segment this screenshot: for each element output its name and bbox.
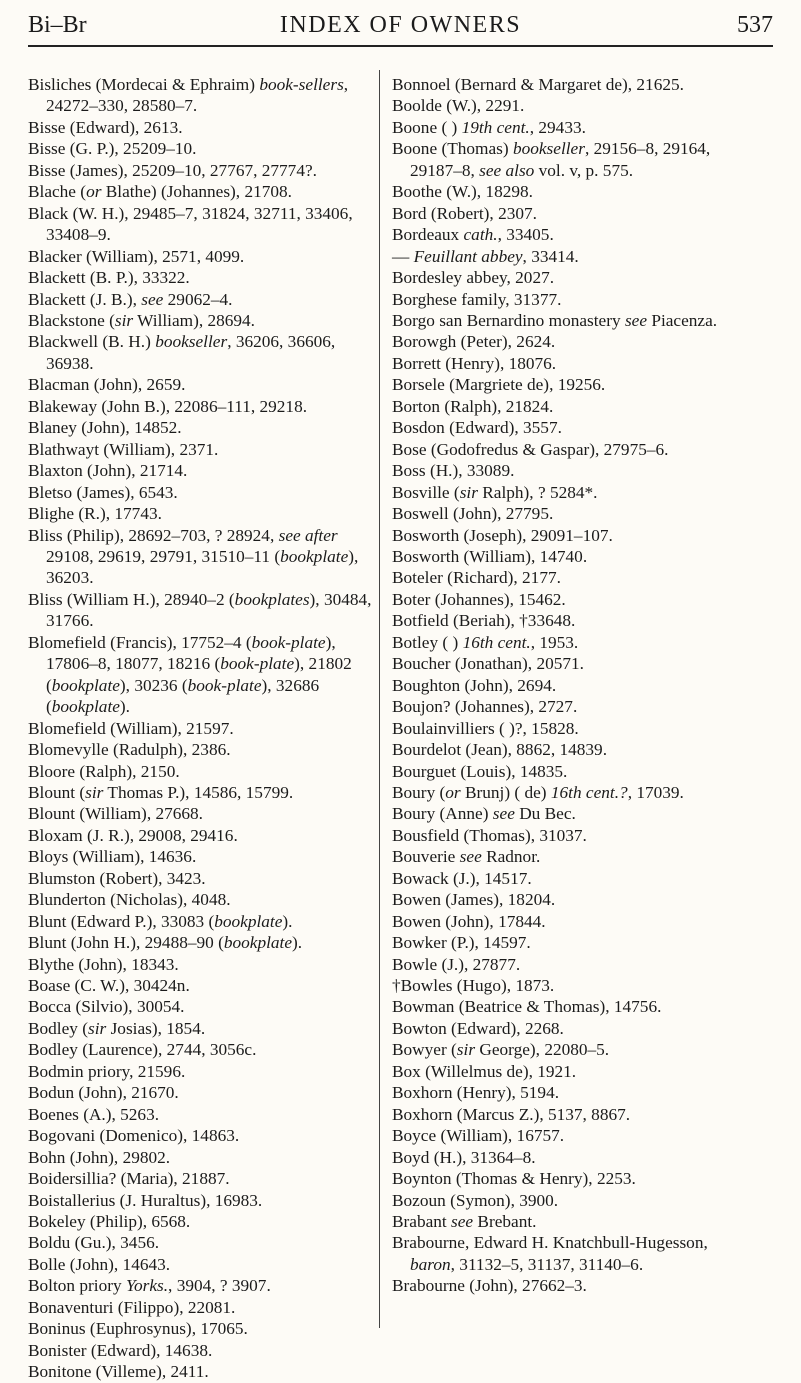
header-range: Bi–Br bbox=[28, 12, 87, 38]
index-entry bbox=[392, 589, 740, 610]
index-entry bbox=[392, 117, 740, 138]
index-entry bbox=[392, 310, 740, 331]
entry-text: ). bbox=[292, 933, 303, 953]
index-entry bbox=[28, 460, 376, 481]
header-title: INDEX OF OWNERS bbox=[279, 12, 522, 38]
entry-text: , 3904, ? 3907. bbox=[168, 1276, 271, 1296]
index-entry bbox=[392, 439, 740, 460]
entry-text: Bloxam (J. R.), 29008, 29416. bbox=[28, 825, 238, 845]
entry-text: vol. v, p. 575. bbox=[534, 160, 634, 180]
index-entry bbox=[392, 675, 740, 696]
entry-text: Yorks. bbox=[125, 1276, 169, 1296]
entry-text: ), 17806–8, 18077, 18216 ( bbox=[46, 632, 336, 674]
entry-text: , 29156–8, 29164, 29187–8, bbox=[410, 139, 711, 180]
index-entry bbox=[392, 932, 740, 953]
entry-text: bookplate bbox=[51, 697, 120, 717]
index-entry bbox=[28, 1039, 376, 1060]
entry-text: Bowle (J.), 27877. bbox=[392, 954, 521, 974]
entry-text: Boteler (Richard), 2177. bbox=[392, 568, 561, 588]
index-entry bbox=[28, 846, 376, 867]
entry-text: bookseller bbox=[512, 139, 585, 159]
entry-text: Blythe (John), 18343. bbox=[28, 954, 179, 974]
entry-text: Bowen (James), 18204. bbox=[392, 890, 556, 910]
entry-text: †Bowles (Hugo), 1873. bbox=[392, 976, 555, 996]
entry-text: Boucher (Jonathan), 20571. bbox=[392, 654, 584, 674]
page-number: 537 bbox=[737, 12, 773, 38]
entry-text: ). bbox=[282, 911, 293, 931]
entry-text: Bourdelot (Jean), 8862, 14839. bbox=[392, 740, 608, 760]
index-entry bbox=[392, 1125, 740, 1146]
entry-text: bookseller bbox=[155, 332, 228, 352]
entry-text: 16th cent. bbox=[462, 632, 531, 652]
entry-text: Boss (H.), 33089. bbox=[392, 461, 515, 481]
entry-text: Bousfield (Thomas), 31037. bbox=[392, 825, 587, 845]
index-entry bbox=[392, 567, 740, 588]
entry-text: Blaxton (John), 21714. bbox=[28, 461, 188, 481]
entry-text: Blomevylle (Radulph), 2386. bbox=[28, 740, 231, 760]
index-entry bbox=[392, 460, 740, 481]
entry-text: Blackett (B. P.), 33322. bbox=[28, 268, 190, 288]
entry-text: Boothe (W.), 18298. bbox=[392, 182, 533, 202]
entry-text: Bloore (Ralph), 2150. bbox=[28, 761, 180, 781]
entry-text: Boury ( bbox=[392, 782, 446, 802]
index-entry bbox=[392, 846, 740, 867]
entry-text: Bolle (John), 14643. bbox=[28, 1254, 171, 1274]
entry-text: , 1953. bbox=[530, 632, 579, 652]
entry-text: , 33414. bbox=[522, 246, 579, 266]
index-entry bbox=[392, 761, 740, 782]
index-entry bbox=[392, 739, 740, 760]
entry-text: Bogovani (Domenico), 14863. bbox=[28, 1126, 240, 1146]
entry-text: Bowyer ( bbox=[392, 1040, 457, 1060]
entry-text: ), 36203. bbox=[46, 546, 359, 588]
index-entry bbox=[392, 1147, 740, 1168]
index-entry bbox=[392, 224, 740, 245]
entry-text: , 29433. bbox=[529, 117, 586, 137]
index-entry bbox=[28, 1232, 376, 1253]
entry-text: Brabourne (John), 27662–3. bbox=[392, 1276, 587, 1296]
entry-text: Bisse (Edward), 2613. bbox=[28, 117, 183, 137]
entry-text: sir bbox=[88, 1018, 107, 1038]
entry-text: William), 28694. bbox=[133, 310, 256, 330]
running-header bbox=[28, 10, 773, 40]
index-entry bbox=[28, 1147, 376, 1168]
entry-text: book-sellers bbox=[259, 75, 344, 94]
index-entry bbox=[28, 782, 376, 803]
index-entry bbox=[392, 95, 740, 116]
entry-text: Blackstone ( bbox=[28, 310, 115, 330]
index-entry bbox=[392, 546, 740, 567]
entry-text: Blomefield (William), 21597. bbox=[28, 718, 234, 738]
entry-text: Radnor. bbox=[481, 847, 541, 867]
index-entry bbox=[28, 803, 376, 824]
index-entry bbox=[392, 632, 740, 653]
entry-text: book-plate bbox=[251, 632, 326, 652]
entry-text: Borsele (Margriete de), 19256. bbox=[392, 375, 606, 395]
index-entry bbox=[392, 74, 740, 95]
entry-text: Boistallerius (J. Huraltus), 16983. bbox=[28, 1190, 263, 1210]
entry-text: Josias), 1854. bbox=[106, 1018, 206, 1038]
entry-text: Bozoun (Symon), 3900. bbox=[392, 1190, 559, 1210]
index-entry bbox=[392, 396, 740, 417]
entry-text: Ralph), ? 5284*. bbox=[477, 482, 598, 502]
entry-text: Boone (Thomas) bbox=[392, 139, 513, 159]
entry-text: Bolton priory bbox=[28, 1276, 126, 1296]
index-entry bbox=[392, 911, 740, 932]
entry-text: Blache ( bbox=[28, 182, 87, 202]
index-entry bbox=[28, 589, 376, 632]
index-entry bbox=[28, 868, 376, 889]
index-entry bbox=[28, 396, 376, 417]
entry-text: Borgo san Bernardino monastery bbox=[392, 310, 625, 330]
entry-text: Bowack (J.), 14517. bbox=[392, 868, 532, 888]
index-entry bbox=[392, 267, 740, 288]
index-entry bbox=[392, 1168, 740, 1189]
entry-text: Boxhorn (Henry), 5194. bbox=[392, 1083, 560, 1103]
entry-text: see bbox=[624, 310, 648, 330]
entry-text: , 31132–5, 31137, 31140–6. bbox=[450, 1254, 644, 1274]
index-entry bbox=[392, 289, 740, 310]
index-entry bbox=[28, 1018, 376, 1039]
right-column bbox=[392, 74, 740, 1297]
index-entry bbox=[28, 718, 376, 739]
entry-text: Brabant bbox=[392, 1212, 452, 1232]
index-entry bbox=[28, 331, 376, 374]
index-entry bbox=[28, 889, 376, 910]
index-entry bbox=[392, 1211, 740, 1232]
entry-text: Borton (Ralph), 21824. bbox=[392, 396, 554, 416]
left-column bbox=[28, 74, 376, 1383]
index-entry bbox=[28, 439, 376, 460]
index-entry bbox=[392, 1190, 740, 1211]
entry-text: Boidersillia? (Maria), 21887. bbox=[28, 1169, 230, 1189]
entry-text: Bowman (Beatrice & Thomas), 14756. bbox=[392, 997, 662, 1017]
index-entry bbox=[392, 417, 740, 438]
entry-text: Boninus (Euphrosynus), 17065. bbox=[28, 1319, 248, 1339]
index-entry bbox=[28, 1275, 376, 1296]
index-entry bbox=[392, 954, 740, 975]
index-entry bbox=[392, 203, 740, 224]
entry-text: Bodley (Laurence), 2744, 3056c. bbox=[28, 1040, 257, 1060]
index-entry bbox=[392, 1104, 740, 1125]
index-entry bbox=[28, 1104, 376, 1125]
entry-text: Botfield (Beriah), †33648. bbox=[392, 611, 576, 631]
index-entry bbox=[28, 1340, 376, 1361]
entry-text: see bbox=[459, 847, 482, 867]
entry-text: see after bbox=[278, 525, 338, 545]
index-entry bbox=[28, 310, 376, 331]
entry-text: bookplates bbox=[234, 589, 310, 609]
index-entry bbox=[28, 1190, 376, 1211]
entry-text: baron bbox=[410, 1254, 451, 1274]
entry-text: Brebant. bbox=[473, 1212, 537, 1232]
entry-text: Botley ( ) bbox=[392, 632, 463, 652]
index-entry bbox=[28, 1254, 376, 1275]
entry-text: Blunt (Edward P.), 33083 ( bbox=[28, 911, 215, 931]
index-entry bbox=[392, 1275, 740, 1296]
entry-text: Bocca (Silvio), 30054. bbox=[28, 997, 185, 1017]
index-entry bbox=[28, 1318, 376, 1339]
entry-text: Boldu (Gu.), 3456. bbox=[28, 1233, 160, 1253]
index-entry bbox=[28, 761, 376, 782]
index-entry bbox=[28, 138, 376, 159]
entry-text: Boujon? (Johannes), 2727. bbox=[392, 697, 578, 717]
entry-text: George), 22080–5. bbox=[475, 1040, 610, 1060]
entry-text: sir bbox=[85, 782, 104, 802]
entry-text: Blakeway (John B.), 22086–111, 29218. bbox=[28, 396, 308, 416]
index-entry bbox=[392, 696, 740, 717]
index-entry bbox=[28, 632, 376, 718]
entry-text: Borghese family, 31377. bbox=[392, 289, 562, 309]
entry-text: Boase (C. W.), 30424n. bbox=[28, 976, 190, 996]
entry-text: Bose (Godofredus & Gaspar), 27975–6. bbox=[392, 439, 669, 459]
entry-text: Bletso (James), 6543. bbox=[28, 482, 178, 502]
index-entry bbox=[392, 482, 740, 503]
index-entry bbox=[28, 503, 376, 524]
entry-text: — bbox=[392, 246, 414, 266]
index-entry bbox=[392, 868, 740, 889]
entry-text: see also bbox=[479, 160, 535, 180]
index-entry bbox=[392, 996, 740, 1017]
entry-text: Bokeley (Philip), 6568. bbox=[28, 1212, 191, 1232]
entry-text: Bowker (P.), 14597. bbox=[392, 933, 531, 953]
index-entry bbox=[392, 889, 740, 910]
entry-text: Bonitone (Villeme), 2411. bbox=[28, 1362, 209, 1382]
index-entry bbox=[28, 1211, 376, 1232]
entry-text: bookplate bbox=[280, 546, 349, 566]
entry-text: ), 30236 ( bbox=[119, 675, 188, 695]
index-entry bbox=[392, 246, 740, 267]
index-entry bbox=[28, 1168, 376, 1189]
index-entry bbox=[28, 160, 376, 181]
entry-text: Boulainvilliers ( )?, 15828. bbox=[392, 718, 579, 738]
entry-text: Brabourne, Edward H. Knatchbull-Hugesson, bbox=[392, 1233, 708, 1253]
entry-text: , 36206, 36606, 36938. bbox=[46, 332, 336, 373]
index-entry bbox=[392, 503, 740, 524]
index-entry bbox=[28, 117, 376, 138]
entry-text: , 33405. bbox=[497, 225, 554, 245]
entry-text: Feuillant abbey bbox=[413, 246, 523, 266]
entry-text: Bourguet (Louis), 14835. bbox=[392, 761, 568, 781]
index-entry bbox=[28, 289, 376, 310]
entry-text: Bosdon (Edward), 3557. bbox=[392, 418, 562, 438]
entry-text: Bordeaux bbox=[392, 225, 464, 245]
entry-text: Bosworth (William), 14740. bbox=[392, 546, 588, 566]
entry-text: Bisliches (Mordecai & Ephraim) bbox=[28, 75, 260, 94]
entry-text: Borrett (Henry), 18076. bbox=[392, 353, 557, 373]
entry-text: Boughton (John), 2694. bbox=[392, 675, 557, 695]
entry-text: bookplate bbox=[214, 911, 283, 931]
index-entry bbox=[392, 1039, 740, 1060]
entry-text: Bosworth (Joseph), 29091–107. bbox=[392, 525, 613, 545]
entry-text: Bloys (William), 14636. bbox=[28, 847, 197, 867]
index-entry bbox=[28, 1082, 376, 1103]
index-entry bbox=[392, 653, 740, 674]
index-entry bbox=[392, 353, 740, 374]
entry-text: Bosville ( bbox=[392, 482, 460, 502]
index-entry bbox=[28, 825, 376, 846]
index-entry bbox=[392, 1018, 740, 1039]
entry-text: Piacenza. bbox=[647, 310, 718, 330]
index-entry bbox=[392, 825, 740, 846]
index-entry bbox=[28, 74, 376, 117]
entry-text: Bliss (Philip), 28692–703, ? 28924, bbox=[28, 525, 279, 545]
index-entry bbox=[392, 374, 740, 395]
index-entry bbox=[28, 1297, 376, 1318]
entry-text: Boolde (W.), 2291. bbox=[392, 96, 525, 116]
entry-text: Bonaventuri (Filippo), 22081. bbox=[28, 1297, 236, 1317]
index-entry bbox=[28, 1061, 376, 1082]
index-entry bbox=[392, 331, 740, 352]
entry-text: Boter (Johannes), 15462. bbox=[392, 589, 566, 609]
entry-text: 29108, 29619, 29791, 31510–11 ( bbox=[46, 546, 281, 566]
entry-text: Blount ( bbox=[28, 782, 86, 802]
entry-text: Blathwayt (William), 2371. bbox=[28, 439, 219, 459]
index-entry bbox=[392, 718, 740, 739]
entry-text: Blacker (William), 2571, 4099. bbox=[28, 246, 245, 266]
index-entry bbox=[28, 1125, 376, 1146]
entry-text: Box (Willelmus de), 1921. bbox=[392, 1061, 577, 1081]
entry-text: Brunj) ( de) bbox=[460, 782, 551, 802]
index-entry bbox=[28, 267, 376, 288]
entry-text: ), 21802 ( bbox=[46, 654, 352, 695]
entry-text: ), 32686 ( bbox=[46, 675, 320, 717]
index-entry bbox=[28, 181, 376, 202]
index-entry bbox=[392, 525, 740, 546]
entry-text: cath. bbox=[463, 225, 498, 245]
entry-text: see bbox=[451, 1212, 474, 1232]
entry-text: Blomefield (Francis), 17752–4 ( bbox=[28, 632, 252, 652]
entry-text: Bohn (John), 29802. bbox=[28, 1147, 171, 1167]
entry-text: Black (W. H.), 29485–7, 31824, 32711, 33406, 33408–9. bbox=[28, 203, 353, 245]
entry-text: bookplate bbox=[223, 933, 293, 953]
entry-text: or bbox=[445, 782, 461, 802]
entry-text: Bowton (Edward), 2268. bbox=[392, 1018, 564, 1038]
entry-text: Blumston (Robert), 3423. bbox=[28, 868, 206, 888]
entry-text: Bisse (James), 25209–10, 27767, 27774?. bbox=[28, 160, 317, 180]
index-entry bbox=[392, 782, 740, 803]
entry-text: Boury (Anne) bbox=[392, 804, 493, 824]
index-entry bbox=[28, 482, 376, 503]
entry-text: Bouverie bbox=[392, 847, 460, 867]
index-entry bbox=[392, 1232, 740, 1275]
index-entry bbox=[392, 1082, 740, 1103]
entry-text: Blaney (John), 14852. bbox=[28, 418, 182, 438]
entry-text: Bordesley abbey, 2027. bbox=[392, 268, 555, 288]
index-entry bbox=[28, 954, 376, 975]
entry-text: Bisse (G. P.), 25209–10. bbox=[28, 139, 197, 159]
entry-text: Bodmin priory, 21596. bbox=[28, 1061, 186, 1081]
entry-text: see bbox=[141, 289, 164, 309]
entry-text: bookplate bbox=[51, 675, 120, 695]
index-entry bbox=[392, 610, 740, 631]
entry-text: Bord (Robert), 2307. bbox=[392, 203, 537, 223]
header-rule bbox=[28, 45, 773, 47]
entry-text: , 24272–330, 28580–7. bbox=[46, 75, 349, 116]
entry-text: ), 30484, 31766. bbox=[46, 589, 372, 631]
index-entry bbox=[28, 996, 376, 1017]
entry-text: sir bbox=[459, 482, 478, 502]
entry-text: Blackwell (B. H.) bbox=[28, 332, 156, 352]
index-entry bbox=[28, 525, 376, 589]
entry-text: Boynton (Thomas & Henry), 2253. bbox=[392, 1169, 636, 1189]
index-entry bbox=[28, 374, 376, 395]
entry-text: see bbox=[492, 804, 515, 824]
entry-text: sir bbox=[114, 310, 134, 330]
entry-text: Boenes (A.), 5263. bbox=[28, 1104, 160, 1124]
entry-text: Bonister (Edward), 14638. bbox=[28, 1340, 213, 1360]
entry-text: Bliss (William H.), 28940–2 ( bbox=[28, 589, 235, 609]
entry-text: Blighe (R.), 17743. bbox=[28, 504, 162, 524]
entry-text: Thomas P.), 14586, 15799. bbox=[103, 782, 294, 802]
entry-text: Blacman (John), 2659. bbox=[28, 375, 186, 395]
entry-text: Bodun (John), 21670. bbox=[28, 1083, 179, 1103]
entry-text: 16th cent.? bbox=[550, 782, 628, 802]
index-entry bbox=[392, 138, 740, 181]
entry-text: Boswell (John), 27795. bbox=[392, 504, 554, 524]
index-entry bbox=[28, 911, 376, 932]
index-entry bbox=[392, 181, 740, 202]
entry-text: or bbox=[86, 182, 102, 202]
entry-text: 19th cent. bbox=[461, 117, 530, 137]
index-entry bbox=[392, 975, 740, 996]
column-divider bbox=[379, 70, 380, 1328]
index-entry bbox=[392, 803, 740, 824]
entry-text: sir bbox=[456, 1040, 476, 1060]
entry-text: 29062–4. bbox=[163, 289, 233, 309]
index-entry bbox=[28, 1361, 376, 1382]
entry-text: Blunt (John H.), 29488–90 ( bbox=[28, 933, 224, 953]
entry-text: Blount (William), 27668. bbox=[28, 804, 203, 824]
entry-text: Bonnoel (Bernard & Margaret de), 21625. bbox=[392, 75, 684, 94]
entry-text: Boxhorn (Marcus Z.), 5137, 8867. bbox=[392, 1104, 631, 1124]
entry-text: Boyd (H.), 31364–8. bbox=[392, 1147, 536, 1167]
index-entry bbox=[28, 975, 376, 996]
index-entry bbox=[28, 246, 376, 267]
entry-text: Bowen (John), 17844. bbox=[392, 911, 546, 931]
entry-text: Blackett (J. B.), bbox=[28, 289, 142, 309]
index-entry bbox=[28, 932, 376, 953]
index-entry bbox=[28, 739, 376, 760]
entry-text: Boone ( ) bbox=[392, 117, 462, 137]
entry-text: ). bbox=[119, 697, 130, 717]
entry-text: Borowgh (Peter), 2624. bbox=[392, 332, 556, 352]
entry-text: book-plate bbox=[220, 654, 295, 674]
entry-text: Blunderton (Nicholas), 4048. bbox=[28, 890, 231, 910]
entry-text: , 17039. bbox=[627, 782, 684, 802]
entry-text: Bodley ( bbox=[28, 1018, 88, 1038]
entry-text: book-plate bbox=[187, 675, 262, 695]
entry-text: Du Bec. bbox=[514, 804, 576, 824]
entry-text: Boyce (William), 16757. bbox=[392, 1126, 565, 1146]
index-entry bbox=[28, 417, 376, 438]
index-entry bbox=[28, 203, 376, 246]
index-entry bbox=[392, 1061, 740, 1082]
entry-text: Blathe) (Johannes), 21708. bbox=[101, 182, 292, 202]
